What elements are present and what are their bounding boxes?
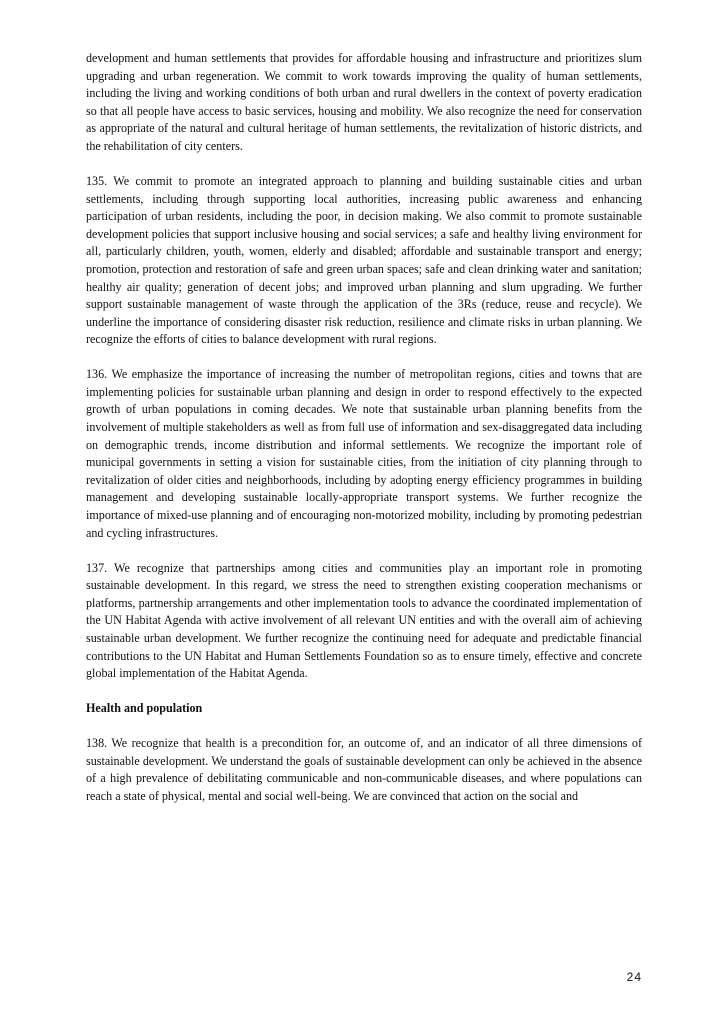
- paragraph-136: 136. We emphasize the importance of increasing the number of metropolitan regions, cities and towns that are implementing policies for sustainable urban planning and design in order to respond effectively to the expected growth of urban populations in coming decades. We note that sustainable urban planning benefits from the involvement of multiple stakeholders as well as from full use of information and sex-disaggregated data including on demographic trends, income distribution and informal settlements. We recognize the important role of municipal governments in setting a vision for sustainable cities, from the initiation of city planning through to revitalization of older cities and neighborhoods, including by adopting energy efficiency programmes in building management and developing sustainable locally-appropriate transport systems. We further recognize the importance of mixed-use planning and of encouraging non-motorized mobility, including by promoting pedestrian and cycling infrastructures.: [86, 367, 642, 540]
- paragraph-138: 138. We recognize that health is a precondition for, an outcome of, and an indicator of all three dimensions of sustainable development. We understand the goals of sustainable development can only be achieved in the absence of a high prevalence of debilitating communicable and non-communicable diseases, and where populations can reach a state of physical, mental and social well-being. We are convinced that action on the social and: [86, 736, 642, 803]
- paragraph-135: 135. We commit to promote an integrated approach to planning and building sustainable cities and urban settlements, including through supporting local authorities, increasing public awareness and enhancing participation of urban residents, including the poor, in decision making. We also commit to promote sustainable development policies that support inclusive housing and social services; a safe and healthy living environment for all, particularly children, youth, women, elderly and disabled; affordable and sustainable transport and energy; promotion, protection and restoration of safe and green urban spaces; safe and clean drinking water and sanitation; healthy air quality; generation of decent jobs; and improved urban planning and slum upgrading. We further support sustainable management of waste through the application of the 3Rs (reduce, reuse and recycle). We underline the importance of considering disaster risk reduction, resilience and climate risks in urban planning. We recognize the efforts of cities to balance development with rural regions.: [86, 173, 642, 347]
- paragraph-continuation: development and human settlements that provides for affordable housing and infrastructure and prioritizes slum upgrading and urban regeneration. We commit to work towards improving the quality of human settlements, including the living and working conditions of both urban and rural dwellers in the context of poverty eradication so that all people have access to basic services, housing and mobility. We also recognize the need for conservation as appropriate of the natural and cultural heritage of human settlements, the revitalization of historic districts, and the rehabilitation of city centers.: [86, 51, 642, 153]
- section-heading: Health and population: [86, 701, 203, 716]
- paragraph-137: 137. We recognize that partnerships among cities and communities play an important role in promoting sustainable development. In this regard, we stress the need to strengthen existing cooperation mechanisms or platforms, partnership arrangements and other implementation tools to advance the coordinated implementation of the UN Habitat Agenda with active involvement of all relevant UN entities and with the overall aim of achieving sustainable urban development. We further recognize the continuing need for adequate and predictable financial contributions to the UN Habitat and Human Settlements Foundation so as to ensure timely, effective and concrete global implementation of the Habitat Agenda.: [86, 560, 642, 681]
- document-page: [86, 50, 642, 823]
- page-number: 24: [626, 970, 642, 984]
